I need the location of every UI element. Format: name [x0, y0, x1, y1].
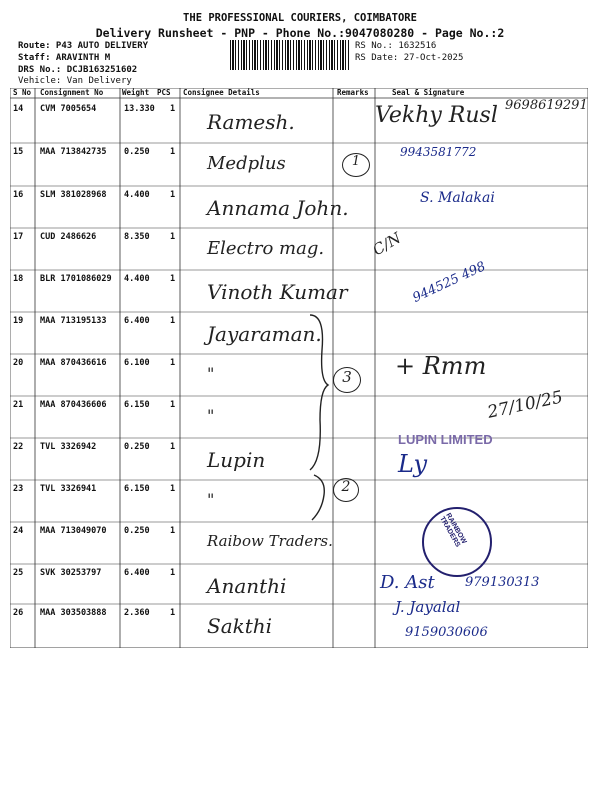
row-weight: 6.400 — [124, 316, 150, 326]
signature-25: D. Ast — [380, 572, 435, 593]
row-consignee: Lupin — [207, 448, 266, 472]
row-pcs: 1 — [170, 400, 176, 410]
row-consignee: Electro mag. — [207, 238, 325, 259]
remark-23: 2 — [333, 478, 359, 502]
row-consignment-no: SLM 381028968 — [40, 190, 107, 200]
row-sno: 26 — [13, 608, 24, 618]
row-weight: 2.360 — [124, 608, 150, 618]
row-consignment-no: MAA 713049070 — [40, 526, 107, 536]
row-sno: 20 — [13, 358, 24, 368]
row-consignment-no: TVL 3326942 — [40, 442, 97, 452]
row-consignee: Ramesh. — [207, 110, 295, 134]
row-sno: 17 — [13, 232, 24, 242]
col-weight: Weight — [122, 88, 150, 97]
row-sno: 16 — [13, 190, 24, 200]
row-consignee: Vinoth Kumar — [207, 280, 348, 304]
signature-14: Vekhy Rusl — [375, 103, 498, 128]
row-weight: 0.250 — [124, 526, 150, 536]
rainbow-stamp — [422, 507, 492, 577]
row-sno: 15 — [13, 147, 24, 157]
barcode — [230, 40, 350, 70]
row-consignment-no: CVM 7005654 — [40, 104, 97, 114]
runsheet-subtitle: Delivery Runsheet - PNP - Phone No.:9047080280 - Page No.:2 — [95, 26, 505, 40]
vehicle-label: Vehicle: Van Delivery — [18, 76, 132, 86]
row-pcs: 1 — [170, 568, 176, 578]
row-weight: 0.250 — [124, 147, 150, 157]
row-consignment-no: SVK 30253797 — [40, 568, 102, 578]
staff-label: Staff: ARAVINTH M — [18, 53, 111, 63]
row-sno: 24 — [13, 526, 24, 536]
col-consignee: Consignee Details — [183, 88, 260, 97]
row-weight: 8.350 — [124, 232, 150, 242]
row-sno: 14 — [13, 104, 24, 114]
route-label: Route: P43 AUTO DELIVERY — [18, 41, 149, 51]
rs-no-label: RS No.: 1632516 — [355, 41, 437, 51]
grouping-brace — [300, 310, 340, 530]
lupin-stamp: LUPIN LIMITED — [398, 432, 493, 447]
company-title: THE PROFESSIONAL COURIERS, COIMBATORE — [183, 12, 417, 24]
row-pcs: 1 — [170, 316, 176, 326]
row-pcs: 1 — [170, 442, 176, 452]
row-consignee: Sakthi — [207, 614, 273, 638]
row-consignee: Annama John. — [207, 196, 349, 220]
phone-26: 9159030606 — [405, 625, 488, 640]
row-pcs: 1 — [170, 358, 176, 368]
rs-date-label: RS Date: 27-Oct-2025 — [355, 53, 464, 63]
runsheet-table-grid — [10, 88, 588, 648]
row-sno: 19 — [13, 316, 24, 326]
row-pcs: 1 — [170, 232, 176, 242]
row-consignee: Raibow Traders. — [207, 532, 333, 550]
signature-22: Ly — [398, 450, 428, 478]
row-consignee: " — [207, 490, 215, 509]
signature-20: + Rmm — [395, 352, 487, 380]
row-consignee: " — [207, 364, 215, 383]
signature-16: S. Malakai — [420, 190, 495, 206]
row-consignee: Medplus — [207, 153, 286, 174]
row-pcs: 1 — [170, 147, 176, 157]
col-seal-signature: Seal & Signature — [392, 88, 465, 97]
row-sno: 21 — [13, 400, 24, 410]
row-consignee: Ananthi — [207, 574, 287, 598]
signature-26: J. Jayalal — [395, 598, 461, 616]
row-consignment-no: BLR 1701086029 — [40, 274, 112, 284]
row-weight: 6.150 — [124, 400, 150, 410]
row-pcs: 1 — [170, 526, 176, 536]
row-weight: 6.400 — [124, 568, 150, 578]
phone-14: 9698619291 — [505, 98, 588, 113]
row-consignee: " — [207, 406, 215, 425]
row-consignee: Jayaraman. — [207, 322, 322, 346]
phone-18: 944525 498 — [410, 259, 489, 306]
row-consignment-no: CUD 2486626 — [40, 232, 97, 242]
row-weight: 6.100 — [124, 358, 150, 368]
col-pcs: PCS — [157, 88, 171, 97]
col-sno: S No — [13, 88, 32, 97]
row-consignment-no: MAA 713195133 — [40, 316, 107, 326]
row-sno: 22 — [13, 442, 24, 452]
row-weight: 6.150 — [124, 484, 150, 494]
row-pcs: 1 — [170, 190, 176, 200]
row-consignment-no: TVL 3326941 — [40, 484, 97, 494]
row-weight: 4.400 — [124, 274, 150, 284]
remark-17: C/N — [369, 228, 405, 260]
row-pcs: 1 — [170, 104, 176, 114]
drs-label: DRS No.: DCJB163251602 — [18, 65, 138, 75]
stamp-text: RAINBOW TRADERS — [438, 512, 468, 549]
row-consignment-no: MAA 870436616 — [40, 358, 107, 368]
row-pcs: 1 — [170, 484, 176, 494]
col-remarks: Remarks — [337, 88, 369, 97]
row-consignment-no: MAA 303503888 — [40, 608, 107, 618]
row-weight: 4.400 — [124, 190, 150, 200]
col-consignment: Consignment No — [40, 88, 104, 97]
remark-15: 1 — [342, 153, 370, 177]
row-consignment-no: MAA 713842735 — [40, 147, 107, 157]
row-sno: 23 — [13, 484, 24, 494]
row-weight: 0.250 — [124, 442, 150, 452]
remark-20: 3 — [333, 367, 361, 393]
phone-25: 979130313 — [465, 575, 540, 590]
row-pcs: 1 — [170, 274, 176, 284]
row-pcs: 1 — [170, 608, 176, 618]
row-sno: 25 — [13, 568, 24, 578]
row-sno: 18 — [13, 274, 24, 284]
row-consignment-no: MAA 870436606 — [40, 400, 107, 410]
phone-15: 9943581772 — [400, 145, 477, 159]
row-weight: 13.330 — [124, 104, 155, 114]
date-20: 27/10/25 — [485, 387, 565, 423]
